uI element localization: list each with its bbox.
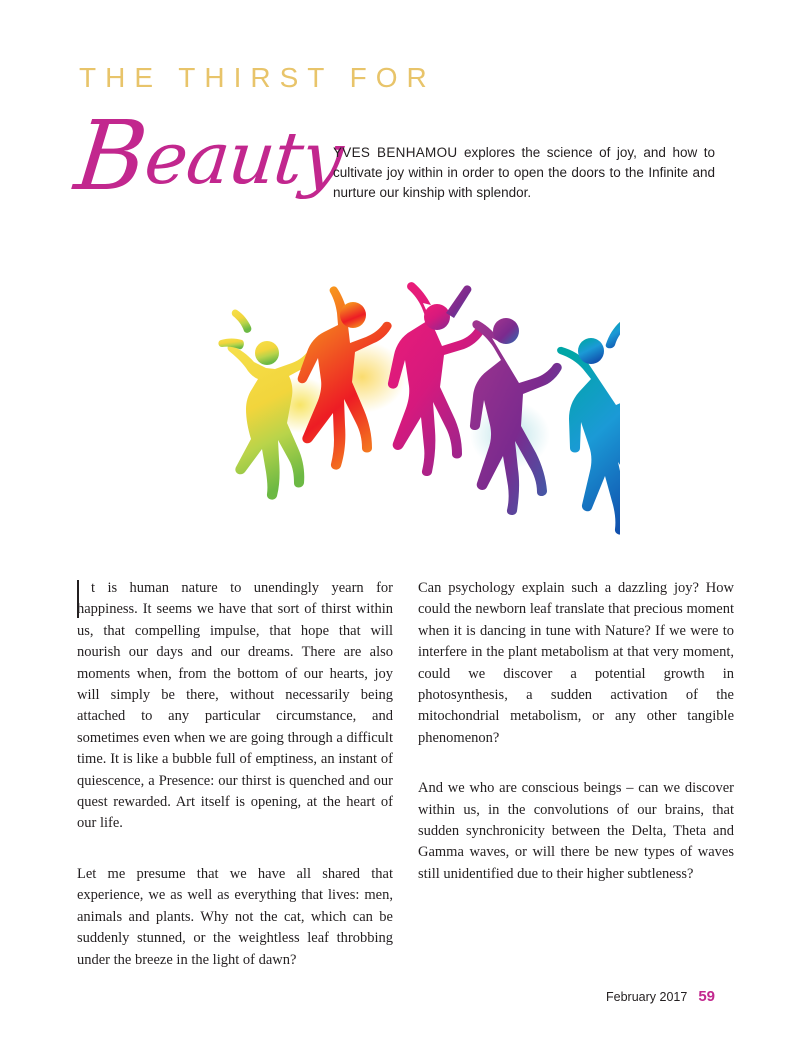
- page-footer: [606, 988, 715, 1005]
- paragraph: Can psychology explain such a dazzling joy? How could the newborn leaf translate that precious moment when it is dancing in tune with Nature? If we were to interfere in the plant metabolism at that very moment, could we discover a potential growth in photosynthesis, a sudden activation of the mitochondrial metabolism, or any other tangible phenomenon?: [418, 580, 734, 746]
- author-byline: YVES BENHAMOU: [333, 145, 458, 160]
- article-standfirst: [333, 143, 715, 203]
- paragraph: t is human nature to unendingly yearn for happiness. It seems we have that sort of thirst within us, that compelling impulse, that hope that will nourish our days and our dreams. There are also moments when, from the bottom of our hearts, joy will simply be there, without necessarily being attached to any particular circumstance, and sometimes even when we are going through a difficult time. It is like a bubble full of emptiness, an instant of quiescence, a Presence: our thirst is quenched and our quest rewarded. Art itself is opening, at the heart of our life.: [77, 580, 393, 832]
- body-column-left: [77, 578, 393, 971]
- title-remainder: eauty: [140, 116, 347, 200]
- standfirst-text: explores the science of joy, and how to cultivate joy within in order to open the doors to the Infinite and nurture our kinship with splendor.: [333, 145, 715, 200]
- paragraph: Let me presume that we have all shared that experience, we as well as everything that lives: men, animals and plants. Why not the cat, which can be suddenly stunned, or the weightless leaf throbbing under the breeze in the light of dawn?: [77, 865, 393, 968]
- title-capital: B: [70, 100, 152, 212]
- jumping-people-illustration: [150, 255, 620, 560]
- article-kicker: THE THIRST FOR: [79, 62, 436, 93]
- body-column-right: [418, 578, 734, 885]
- page-number: 59: [698, 988, 715, 1005]
- page-title: [70, 100, 347, 212]
- paragraph: And we who are conscious beings – can we discover within us, in the convolutions of our brains, that sudden synchronicity between the Delta, Theta and Gamma waves, or will there be new types of waves still unidentified due to their higher subtleness?: [418, 780, 734, 882]
- issue-date: February 2017: [606, 990, 688, 1004]
